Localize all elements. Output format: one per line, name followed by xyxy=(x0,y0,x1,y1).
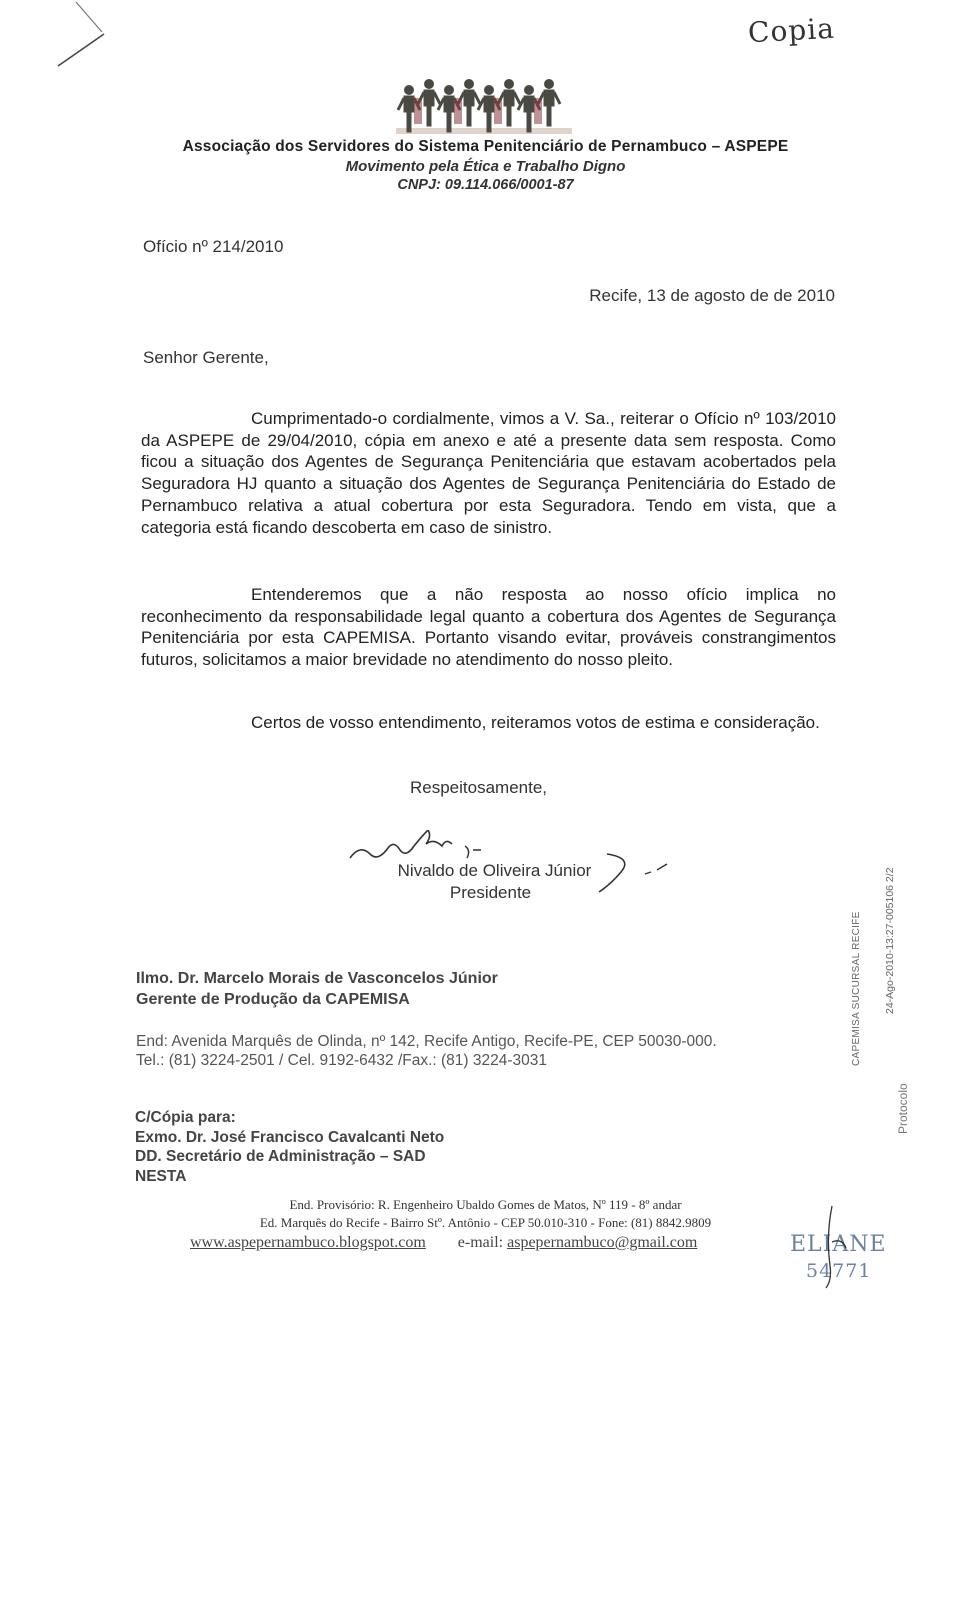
protocol-stamp-label: Protocolo xyxy=(896,1083,910,1134)
cc-label: C/Cópia para: xyxy=(135,1109,236,1126)
footer-address-line2: Ed. Marquês do Recife - Bairro Stº. Antônio - CEP 50.010-310 - Fone: (81) 8842.9809 xyxy=(259,1215,712,1230)
footer-address-line1: End. Provisório: R. Engenheiro Ubaldo Gomes de Matos, Nº 119 - 8º andar xyxy=(289,1197,682,1212)
cc-role: DD. Secretário de Administração – SAD xyxy=(135,1148,426,1165)
email-link[interactable]: aspepernambuco@gmail.com xyxy=(507,1234,698,1251)
recipient-address-block xyxy=(136,1032,717,1070)
aspepe-logo xyxy=(394,78,574,136)
letter-date: Recife, 13 de agosto de de 2010 xyxy=(589,286,835,305)
website-link[interactable]: www.aspepernambuco.blogspot.com xyxy=(190,1234,426,1251)
recipient-block xyxy=(136,968,498,1010)
copy-handwritten-mark: Copia xyxy=(747,11,836,50)
body-paragraph: Entenderemos que a não resposta ao nosso ofício implica no reconhecimento da responsabilidade legal quanto a cobertura dos Agentes de Segurança Penitenciária por esta CAPEMISA. Portanto visando evitar, prováveis constrangimentos futuros, solicitamos a maior brevidade no atendimento do nosso pleito. xyxy=(141,585,836,670)
letter-closing: Respeitosamente, xyxy=(410,778,548,797)
corner-pen-mark xyxy=(56,0,116,70)
receipt-stamp-name: ELIANE xyxy=(790,1232,887,1257)
email-label: e-mail: xyxy=(457,1234,504,1251)
signer-name: Nivaldo de Oliveira Júnior xyxy=(397,861,592,880)
letter-reference: Ofício nº 214/2010 xyxy=(143,237,284,256)
organization-cnpj: CNPJ: 09.114.066/0001-87 xyxy=(397,177,574,193)
carbon-copy-block xyxy=(135,1108,444,1186)
body-paragraph: Certos de vosso entendimento, reiteramos votos de estima e consideração. xyxy=(251,713,820,732)
organization-name: Associação dos Servidores do Sistema Penitenciário de Pernambuco – ASPEPE xyxy=(182,138,789,155)
protocol-stamp-datetime: 24-Ago-2010-13:27-005106 2/2 xyxy=(884,867,896,1014)
recipient-name: Ilmo. Dr. Marcelo Morais de Vasconcelos Júnior xyxy=(136,970,498,987)
recipient-role: Gerente de Produção da CAPEMISA xyxy=(136,991,410,1008)
receipt-stamp-number: 54771 xyxy=(806,1260,872,1282)
letter-salutation: Senhor Gerente, xyxy=(143,348,269,367)
cc-name: Exmo. Dr. José Francisco Cavalcanti Neto xyxy=(135,1128,445,1146)
cc-location: NESTA xyxy=(135,1167,187,1185)
protocol-stamp-company: CAPEMISA SUCURSAL RECIFE xyxy=(851,911,862,1066)
receipt-initials xyxy=(808,1202,858,1292)
organization-motto: Movimento pela Ética e Trabalho Digno xyxy=(345,158,626,175)
signer-title: Presidente xyxy=(449,883,532,902)
footer-contacts xyxy=(190,1234,697,1252)
recipient-address: End: Avenida Marquês de Olinda, nº 142, Recife Antigo, Recife-PE, CEP 50030-000. xyxy=(136,1033,717,1050)
letterhead xyxy=(0,138,971,193)
body-paragraph: Cumprimentado-o cordialmente, vimos a V. Sa., reiterar o Ofício nº 103/2010 da ASPEPE de 29/04/2010, cópia em anexo e até a presente data sem resposta. Como ficou a situação dos Agentes de Segurança Penitenciária que estavam acobertados pela Seguradora HJ quanto a situação dos Agentes de Segurança Penitenciária do Estado de Pernambuco relativa a atual cobertura por esta Seguradora. Tendo em vista, que a categoria está ficando descoberta em caso de sinistro. xyxy=(141,409,836,537)
recipient-phones: Tel.: (81) 3224-2501 / Cel. 9192-6432 /Fax.: (81) 3224-3031 xyxy=(136,1052,548,1069)
